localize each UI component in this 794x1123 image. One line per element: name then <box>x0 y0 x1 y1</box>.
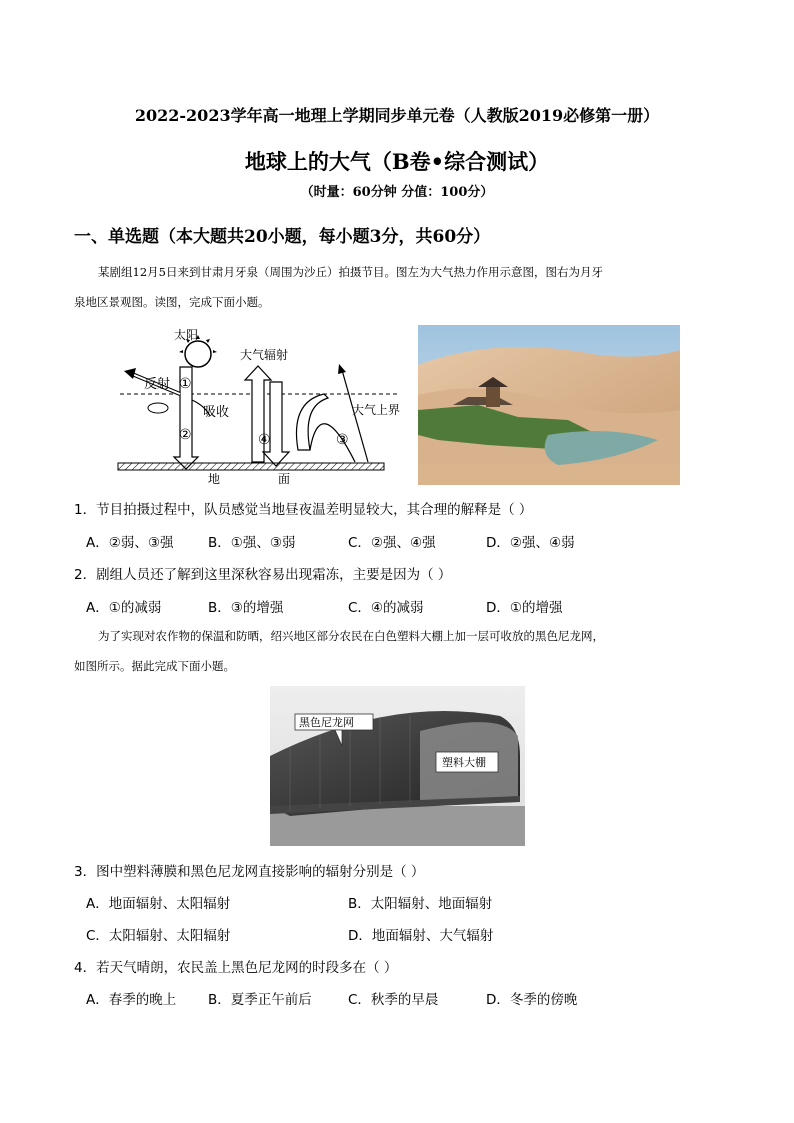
label-sun: 太阳 <box>174 328 199 342</box>
cloud-icon <box>148 403 168 413</box>
label-n4: ④ <box>258 432 271 448</box>
group1-intro-line2: 泉地区景观图。读图，完成下面小题。 <box>74 295 270 309</box>
greenhouse-photo <box>270 686 525 846</box>
label-n3: ③ <box>336 432 349 448</box>
q4-option-b[interactable]: B．夏季正午前后 <box>208 992 312 1008</box>
arrow-atm-down <box>263 382 289 466</box>
question-1: 1．节目拍摄过程中，队员感觉当地昼夜温差明显较大，其合理的解释是（ ） <box>74 502 533 518</box>
group2-intro <box>74 621 724 681</box>
label-upper-boundary: 大气上界 <box>352 403 401 417</box>
exam-subtitle: 地球上的大气（B卷•综合测试） <box>244 149 550 174</box>
label-atm-radiation: 大气辐射 <box>240 348 289 362</box>
question-2: 2．剧组人员还了解到这里深秋容易出现霜冻，主要是因为（ ） <box>74 567 452 583</box>
q1-option-a[interactable]: A．②弱、③强 <box>86 535 174 551</box>
group2-intro-line1: 为了实现对农作物的保温和防晒，绍兴地区部分农民在白色塑料大棚上加一层可收放的黑色尼龙网， <box>98 629 604 643</box>
label-net: 黑色尼龙网 <box>299 716 354 729</box>
label-reflect: 反射 <box>144 377 171 392</box>
exam-title: 2022-2023学年高一地理上学期同步单元卷（人教版2019必修第一册） <box>134 106 660 125</box>
q3-option-c[interactable]: C．太阳辐射、太阳辐射 <box>86 928 231 944</box>
q4-option-a[interactable]: A．春季的晚上 <box>86 992 177 1008</box>
q2-option-b[interactable]: B．③的增强 <box>208 600 284 616</box>
ground-strip <box>118 463 384 470</box>
q2-option-d[interactable]: D．①的增强 <box>486 600 563 616</box>
q2-option-c[interactable]: C．④的减弱 <box>348 600 424 616</box>
atmosphere-heating-diagram <box>110 322 410 487</box>
question-4: 4．若天气晴朗，农民盖上黑色尼龙网的时段多在（ ） <box>74 960 398 976</box>
exam-meta: （时量：60分钟 分值：100分） <box>300 185 494 200</box>
label-ground-right: 面 <box>278 472 291 486</box>
group2-intro-line2: 如图所示。据此完成下面小题。 <box>74 659 235 673</box>
section-heading: 一、单选题（本大题共20小题，每小题3分，共60分） <box>74 227 491 247</box>
label-ground-left: 地 <box>208 472 221 486</box>
label-n1: ① <box>179 376 192 392</box>
label-shed: 塑料大棚 <box>442 756 486 769</box>
q3-option-b[interactable]: B．太阳辐射、地面辐射 <box>348 896 493 912</box>
label-n2: ② <box>179 427 192 443</box>
q4-option-d[interactable]: D．冬季的傍晚 <box>486 992 578 1008</box>
q1-option-c[interactable]: C．②强、④强 <box>348 535 436 551</box>
q2-option-a[interactable]: A．①的减弱 <box>86 600 162 616</box>
question-3: 3．图中塑料薄膜和黑色尼龙网直接影响的辐射分别是（ ） <box>74 864 425 880</box>
q1-option-b[interactable]: B．①强、③弱 <box>208 535 296 551</box>
q3-option-a[interactable]: A．地面辐射、太阳辐射 <box>86 896 231 912</box>
q1-option-d[interactable]: D．②强、④弱 <box>486 535 575 551</box>
group1-intro <box>74 257 724 317</box>
q3-option-d[interactable]: D．地面辐射、大气辐射 <box>348 928 494 944</box>
q4-option-c[interactable]: C．秋季的早晨 <box>348 992 439 1008</box>
group1-intro-line1: 某剧组12月5日来到甘肃月牙泉（周围为沙丘）拍摄节目。图左为大气热力作用示意图，图右为月牙 <box>98 265 603 279</box>
crescent-lake-photo <box>418 325 680 485</box>
label-absorb: 吸收 <box>203 405 230 420</box>
